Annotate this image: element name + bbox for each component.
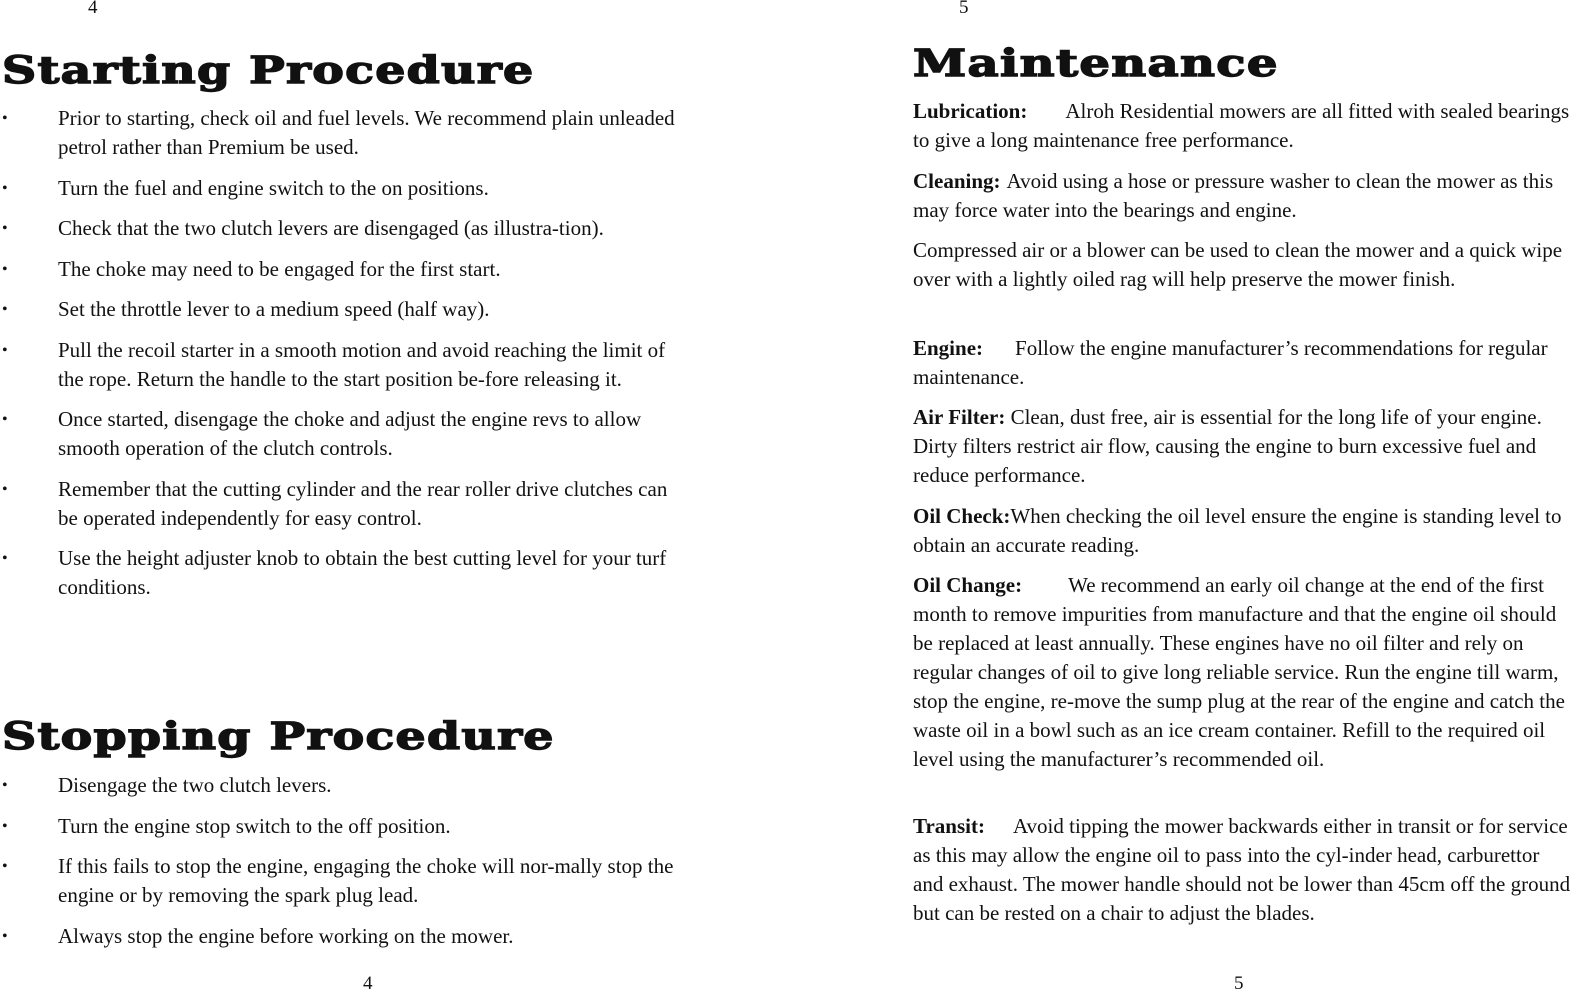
- starting-procedure-heading: Starting Procedure: [2, 48, 535, 92]
- bullet-icon: •: [2, 220, 8, 237]
- air-filter-paragraph: [913, 403, 1573, 490]
- list-item: [0, 336, 690, 394]
- cleaning-label: Cleaning:: [913, 169, 1001, 193]
- right-page: [913, 0, 1573, 999]
- list-item: [0, 852, 690, 910]
- oil-change-label: Oil Change:: [913, 573, 1023, 597]
- oil-check-label: Oil Check:: [913, 504, 1011, 528]
- bullet-icon: •: [2, 179, 8, 197]
- list-item: [0, 544, 690, 602]
- transit-label: Transit:: [913, 814, 985, 838]
- list-item-text: Use the height adjuster knob to obtain the best cutting level for your turf conditions.: [58, 546, 667, 599]
- bullet-icon: •: [2, 550, 8, 567]
- engine-paragraph: [913, 334, 1573, 392]
- list-item: [0, 475, 690, 533]
- list-item: [0, 104, 690, 162]
- list-item: [0, 295, 690, 324]
- list-item: [0, 255, 690, 284]
- page-number-bottom: 4: [363, 973, 373, 994]
- list-item-text: Check that the two clutch levers are disengaged (as illustra-tion).: [58, 216, 604, 240]
- list-item-text: Turn the fuel and engine switch to the on positions.: [58, 175, 489, 200]
- bullet-icon: •: [2, 110, 8, 127]
- oil-change-text: We recommend an early oil change at the end of the first month to remove impurities from manufacture and that the engine oil should be replaced at least annually. These engines have no oil filter and rely on regular changes of oil to give long reliable service. Run the engine till warm, stop the engine, re-move the sump plug at the rear of the engine and catch the waste oil in a bowl such as an ice cream container. Refill to the required oil level using the manufacturer’s recommended oil.: [913, 573, 1565, 771]
- list-item-text: Always stop the engine before working on the mower.: [58, 923, 514, 948]
- bullet-icon: •: [2, 480, 8, 498]
- lubrication-label: Lubrication:: [913, 99, 1028, 123]
- bullet-icon: •: [2, 411, 8, 428]
- bullet-icon: •: [2, 301, 8, 318]
- oil-check-paragraph: [913, 502, 1573, 560]
- oil-change-paragraph: [913, 571, 1573, 774]
- list-item: [0, 922, 690, 951]
- list-item-text: Pull the recoil starter in a smooth motion and avoid reaching the limit of the rope. Return the handle to the start position be-fore releasing it.: [58, 337, 666, 391]
- bullet-icon: •: [2, 858, 8, 875]
- bullet-icon: •: [2, 777, 8, 794]
- starting-procedure-list: [0, 104, 700, 614]
- engine-label: Engine:: [913, 336, 984, 360]
- page-number-top: 4: [88, 0, 98, 18]
- bullet-icon: •: [2, 927, 8, 945]
- air-filter-label: Air Filter:: [913, 405, 1006, 429]
- transit-paragraph: [913, 812, 1573, 928]
- list-item-text: Once started, disengage the choke and adjust the engine revs to allow smooth operation of the clutch controls.: [58, 407, 642, 460]
- list-item-text: Disengage the two clutch levers.: [58, 773, 332, 797]
- stopping-procedure-list: [0, 771, 700, 962]
- list-item: [0, 214, 690, 243]
- list-item: [0, 812, 690, 841]
- oil-check-text: When checking the oil level ensure the engine is standing level to obtain an accurate reading.: [913, 504, 1562, 557]
- list-item-text: Set the throttle lever to a medium speed (half way).: [58, 297, 490, 321]
- list-item-text: Turn the engine stop switch to the off position.: [58, 813, 451, 838]
- list-item: [0, 174, 690, 203]
- lubrication-text: Alroh Residential mowers are all fitted with sealed bearings to give a long maintenance free performance.: [913, 99, 1570, 152]
- list-item: [0, 405, 690, 463]
- page-number-bottom: 5: [1234, 973, 1244, 994]
- engine-text: Follow the engine manufacturer’s recommendations for regular maintenance.: [913, 336, 1548, 389]
- air-filter-text: Clean, dust free, air is essential for the long life of your engine. Dirty filters restrict air flow, causing the engine to burn excessive fuel and reduce performance.: [913, 405, 1542, 487]
- cleaning-paragraph: [913, 167, 1573, 225]
- left-page: [0, 0, 700, 999]
- stopping-procedure-heading: Stopping Procedure: [2, 714, 555, 758]
- bullet-icon: •: [2, 260, 8, 278]
- list-item-text: The choke may need to be engaged for the first start.: [58, 256, 501, 281]
- list-item: [0, 771, 690, 800]
- compressed-air-paragraph: Compressed air or a blower can be used to clean the mower and a quick wipe over with a lightly oiled rag will help preserve the mower finish.: [913, 238, 1563, 291]
- bullet-icon: •: [2, 341, 8, 359]
- cleaning-text: Avoid using a hose or pressure washer to clean the mower as this may force water into the bearings and engine.: [913, 169, 1554, 222]
- list-item-text: Prior to starting, check oil and fuel levels. We recommend plain unleaded petrol rather than Premium be used.: [58, 106, 675, 159]
- lubrication-paragraph: [913, 97, 1573, 155]
- maintenance-heading: Maintenance: [913, 41, 1279, 85]
- list-item-text: Remember that the cutting cylinder and the rear roller drive clutches can be operated independently for easy control.: [58, 476, 668, 530]
- page-number-top: 5: [959, 0, 969, 18]
- bullet-icon: •: [2, 817, 8, 835]
- list-item-text: If this fails to stop the engine, engaging the choke will nor-mally stop the engine or by removing the spark plug lead.: [58, 854, 674, 907]
- transit-text: Avoid tipping the mower backwards either in transit or for service as this may allow the engine oil to pass into the cyl-inder head, carburettor and exhaust. The mower handle should not be lower than 45cm off the ground but can be rested on a chair to adjust the blades.: [913, 814, 1571, 925]
